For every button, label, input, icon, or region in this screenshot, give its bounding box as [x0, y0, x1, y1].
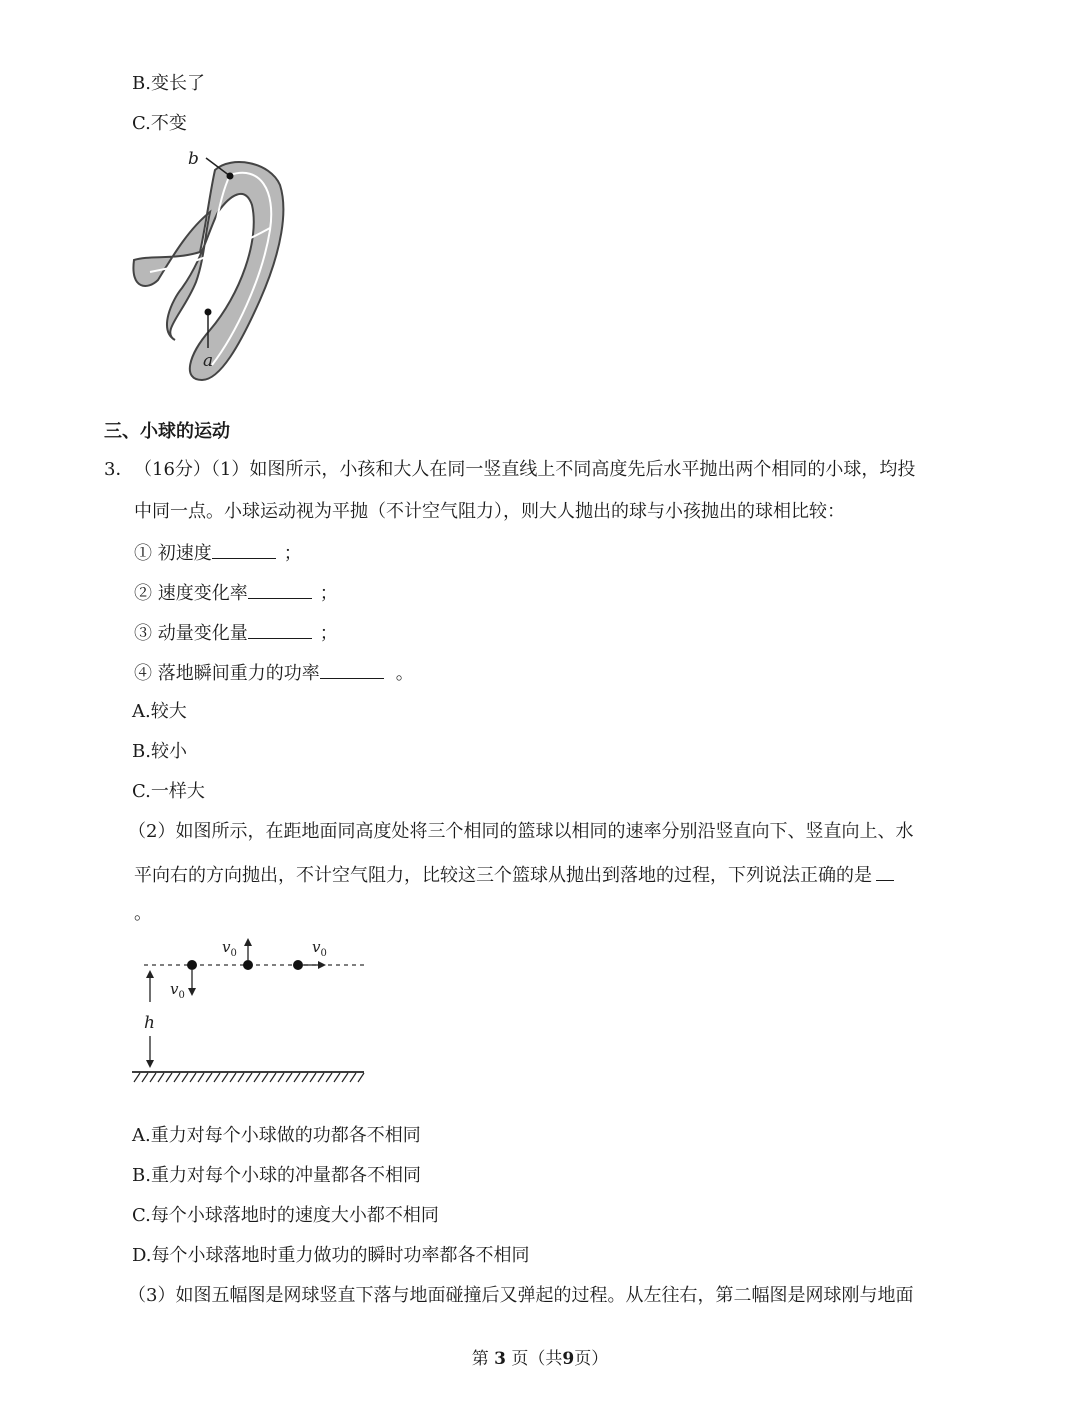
ground-hatching: [134, 1073, 364, 1082]
arrowhead-icon: [146, 1060, 154, 1068]
answer-blank[interactable]: [876, 862, 894, 881]
choice-a: A.重力对每个小球做的功都各不相同: [132, 1125, 421, 1146]
arrowhead-icon: [146, 970, 154, 978]
answer-blank[interactable]: [212, 540, 276, 559]
page-footer: [0, 1344, 1080, 1369]
footer-pre: 第: [471, 1349, 489, 1369]
footer-post: 页）: [574, 1349, 609, 1369]
choice-d: D.每个小球落地时重力做功的瞬时功率都各不相同: [132, 1245, 530, 1266]
point-a: [205, 309, 212, 316]
height-label: h: [144, 1013, 155, 1033]
fill-item-label: ② 速度变化率: [134, 583, 248, 604]
label-a: a: [203, 351, 214, 371]
point-b: [227, 173, 234, 180]
choice-b: B.重力对每个小球的冲量都各不相同: [132, 1165, 421, 1186]
choice-a: A.较大: [132, 701, 187, 722]
part2-text: 平向右的方向抛出，不计空气阻力，比较这三个篮球从抛出到落地的过程，下列说法正确的是: [134, 865, 872, 886]
arrowhead-icon: [244, 938, 252, 946]
velocity-label: $v_0$: [312, 938, 327, 959]
three-balls-figure: [126, 930, 376, 1090]
fill-item-3: [134, 620, 338, 646]
part3-line1: （3）如图五幅图是网球竖直下落与地面碰撞后又弹起的过程。从左往右，第二幅图是网球刚与地面: [128, 1285, 914, 1306]
fill-item-end: ；: [283, 543, 302, 564]
choice-c: C.每个小球落地时的速度大小都不相同: [132, 1205, 439, 1226]
fill-item-end: ；: [319, 583, 338, 604]
question-intro-line1: （16分）（1）如图所示，小孩和大人在同一竖直线上不同高度先后水平抛出两个相同的小球，均投: [134, 459, 916, 480]
fill-item-1: [134, 540, 302, 566]
option-b-text: B.变长了: [132, 73, 205, 94]
part2-line3: 。: [134, 903, 152, 924]
fill-item-label: ③ 动量变化量: [134, 623, 248, 644]
fill-item-end: 。: [395, 663, 414, 684]
calligraphy-trajectory-figure: [120, 140, 350, 390]
part2-line2: [134, 862, 894, 888]
fill-item-label: ④ 落地瞬间重力的功率: [134, 663, 320, 684]
fill-item-label: ① 初速度: [134, 543, 212, 564]
fill-item-2: [134, 580, 338, 606]
question-intro-line2: 中同一点。小球运动视为平抛（不计空气阻力），则大人抛出的球与小孩抛出的球相比较：: [134, 501, 845, 522]
question-number: 3．: [104, 459, 134, 480]
choice-c: C.一样大: [132, 781, 205, 802]
section-title: 三、小球的运动: [104, 421, 230, 442]
option-c-text: C.不变: [132, 113, 187, 134]
choice-b: B.较小: [132, 741, 187, 762]
answer-blank[interactable]: [320, 660, 384, 679]
velocity-label: $v_0$: [170, 980, 185, 1001]
total-pages: 9: [562, 1349, 575, 1369]
fill-item-end: ；: [319, 623, 338, 644]
answer-blank[interactable]: [248, 620, 312, 639]
ball-up: [243, 960, 253, 970]
fill-item-4: [134, 660, 414, 686]
arrowhead-icon: [188, 988, 196, 996]
ball-down: [187, 960, 197, 970]
ball-horizontal: [293, 960, 303, 970]
part2-line1: （2）如图所示，在距地面同高度处将三个相同的篮球以相同的速率分别沿竖直向下、竖直向上、水: [128, 821, 914, 842]
arrowhead-icon: [318, 961, 326, 969]
page-number: 3: [494, 1349, 506, 1369]
footer-mid: 页（共: [511, 1349, 563, 1369]
label-b: b: [188, 149, 199, 169]
answer-blank[interactable]: [248, 580, 312, 599]
velocity-label: $v_0$: [222, 938, 237, 959]
